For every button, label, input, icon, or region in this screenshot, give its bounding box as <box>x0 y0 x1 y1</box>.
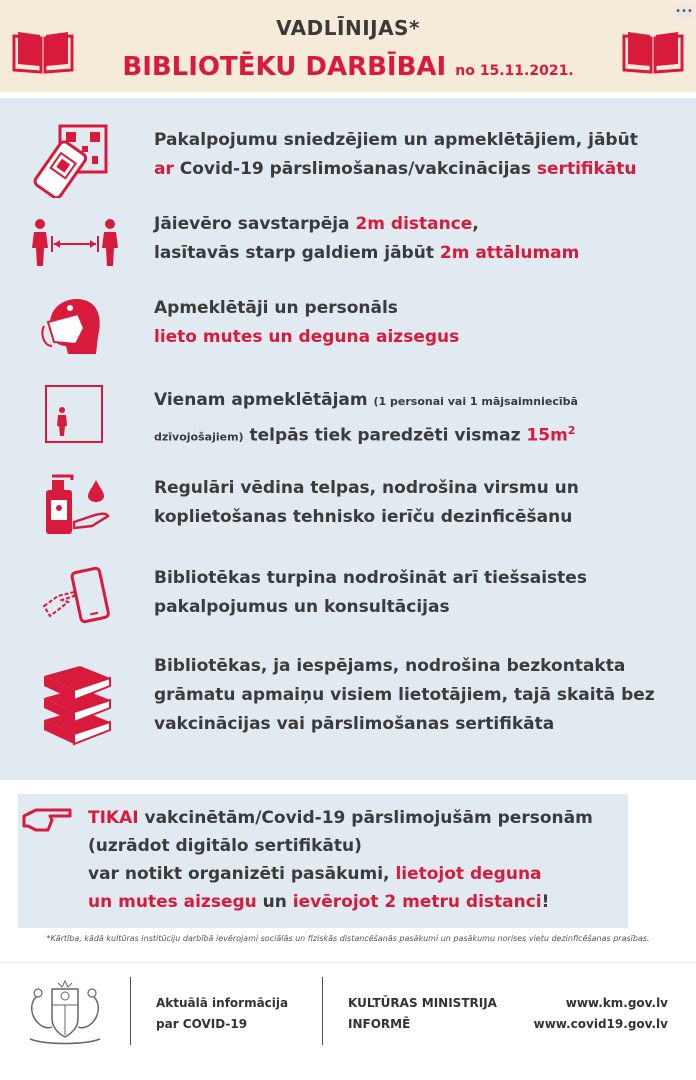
guideline-line: grāmatu apmaiņu visiem lietotājiem, tajā skaitā bez <box>154 685 655 705</box>
coat-of-arms-icon <box>22 979 108 1047</box>
guideline-item <box>0 564 696 626</box>
website-link-covid19[interactable]: www.covid19.gov.lv <box>533 1017 668 1031</box>
ministry-informs: INFORMĒ <box>348 1017 411 1031</box>
guideline-item <box>0 294 696 364</box>
qr-certificate-icon <box>30 122 110 198</box>
header-banner <box>0 0 696 92</box>
distance-icon <box>30 218 120 268</box>
guideline-highlight: ar <box>154 159 174 179</box>
footnote: *Kārtība, kādā kultūras institūciju darbībā ievērojami sociālās un fiziskās distancēšanās pasākumi un pasākumu norises vietu dezinficēšanas prasības. <box>46 934 650 943</box>
notice-highlight: TIKAI <box>88 808 139 828</box>
header-date: no 15.11.2021. <box>455 63 574 79</box>
website-link-km[interactable]: www.km.gov.lv <box>565 996 668 1010</box>
guideline-item: Vienam apmeklētājam (1 personai vai 1 mājsaimniecībā dzīvojošajiem) telpās tiek paredzēti vismaz $15m^2$ <box>0 382 696 448</box>
sanitizer-icon <box>40 470 112 536</box>
room-area-icon <box>44 384 104 444</box>
guideline-item <box>0 470 696 542</box>
guideline-line: Apmeklētāji un personāls <box>154 298 398 318</box>
footer-info-line: par COVID-19 <box>156 1017 248 1031</box>
notice-highlight: un mutes aizsegu <box>88 892 257 912</box>
guideline-highlight: sertifikātu <box>536 159 637 179</box>
guideline-item: Jāievēro savstarpēja 2m distance, lasītavās starp galdiem jābūt 2m attālumam <box>0 210 696 278</box>
guideline-highlight: lieto mutes un deguna aizsegus <box>154 327 460 347</box>
phone-icon <box>40 566 114 624</box>
more-options-icon[interactable]: ••• <box>676 4 692 20</box>
divider <box>130 977 131 1045</box>
guideline-highlight: 2m distance <box>355 214 473 234</box>
ministry-name: KULTŪRAS MINISTRIJA <box>348 996 497 1010</box>
notice-highlight: lietojot deguna <box>395 864 542 884</box>
face-mask-icon <box>40 294 110 356</box>
pointing-hand-icon <box>22 806 72 834</box>
header-subtitle-text: BIBLIOTĒKU DARBĪBAI <box>122 52 447 82</box>
guideline-line: vakcinācijas vai pārslimošanas sertifikāta <box>154 714 555 734</box>
footer-info-line: Aktuālā informācija <box>156 996 289 1010</box>
guideline-highlight: 15m <box>526 425 568 446</box>
guideline-line: Pakalpojumu sniedzējiem un apmeklētājiem, jābūt <box>154 130 638 150</box>
guideline-line: koplietošanas tehnisko ierīču dezinficēšanu <box>154 507 573 527</box>
notice-highlight: ievērojot 2 metru distanci <box>292 892 542 912</box>
guideline-line: pakalpojumus un konsultācijas <box>154 597 450 617</box>
events-notice: TIKAI vakcinētām/Covid-19 pārslimojušām personām (uzrādot digitālo sertifikātu) var notikt organizēti pasākumi, lietojot deguna un mutes aizsegu un ievērojot 2 metru distanci! <box>18 794 628 928</box>
books-icon <box>40 666 112 746</box>
guideline-item: Pakalpojumu sniedzējiem un apmeklētājiem, jābūt ar Covid-19 pārslimošanas/vakcinācijas sertifikātu <box>0 122 696 202</box>
open-book-icon <box>622 28 684 74</box>
guidelines-panel <box>0 98 696 780</box>
divider <box>322 977 323 1045</box>
header-subtitle <box>0 52 696 82</box>
guideline-highlight: 2m attālumam <box>439 243 580 263</box>
notice-line: (uzrādot digitālo sertifikātu) <box>88 836 362 856</box>
guideline-line: Bibliotēkas, ja iespējams, nodrošina bezkontakta <box>154 656 626 676</box>
guideline-line: Regulāri vēdina telpas, nodrošina virsmu un <box>154 478 579 498</box>
guideline-item <box>0 652 696 748</box>
header-title: VADLĪNIJAS* <box>276 16 420 40</box>
guideline-line: Bibliotēkas turpina nodrošināt arī tiešsaistes <box>154 568 587 588</box>
footer <box>0 962 696 1080</box>
